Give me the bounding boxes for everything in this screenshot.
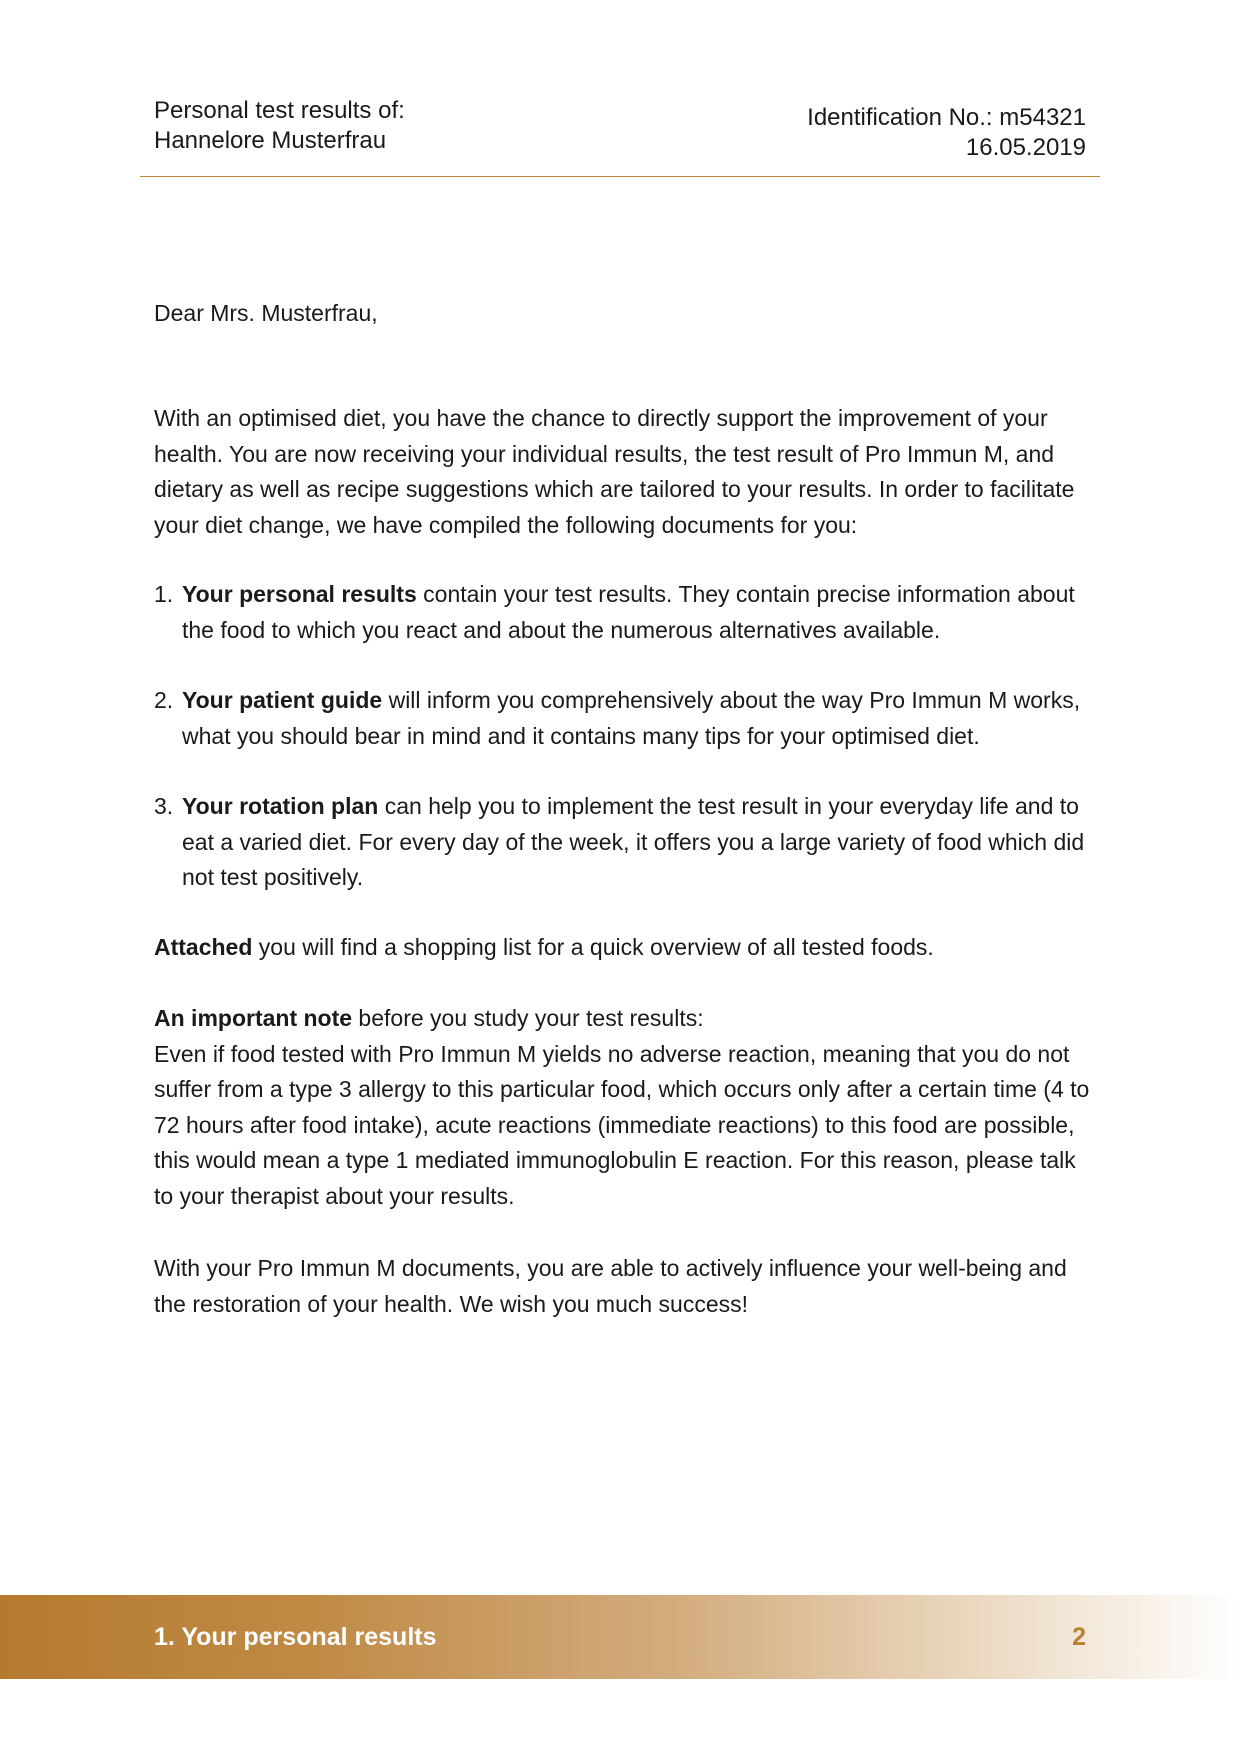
patient-name: Hannelore Musterfrau (154, 127, 387, 154)
document-date: 16.05.2019 (965, 134, 1086, 161)
results-label: Personal test results of: (154, 97, 405, 124)
note-intro: before you study your test results: (352, 1005, 704, 1031)
document-list-item (154, 683, 1094, 754)
identification-number: Identification No.: m54321 (807, 104, 1086, 131)
list-item-title: Your personal results (182, 581, 417, 607)
page-number: 2 (1072, 1623, 1086, 1651)
intro-paragraph: With an optimised diet, you have the chance to directly support the improvement of your health. You are now receiving your individual results, the test result of Pro Immun M, and dietary as well as recipe suggestions which are tailored to your results. In order to facilitate your diet change, we have compiled the following documents for you: (154, 405, 1075, 538)
salutation: Dear Mrs. Musterfrau, (154, 300, 378, 326)
important-note (154, 1001, 1094, 1214)
list-item-text: contain your test results. They contain precise information about the food to which you react and about the numerous alternatives available. (182, 581, 1075, 643)
attached-text: you will find a shopping list for a quick overview of all tested foods. (252, 934, 934, 960)
list-number: 2. (154, 687, 174, 713)
document-list-item (154, 789, 1094, 896)
closing-paragraph: With your Pro Immun M documents, you are able to actively influence your well-being and the restoration of your health. We wish you much success! (154, 1255, 1067, 1317)
list-item-title: Your patient guide (182, 687, 383, 713)
note-text: Even if food tested with Pro Immun M yields no adverse reaction, meaning that you do not suffer from a type 3 allergy to this particular food, which occurs only after a certain time (4 to 72 hours after food intake), acute reactions (immediate reactions) to this food are possible, this would mean a type 1 mediated immunoglobulin E reaction. For this reason, please talk to your therapist about your results. (154, 1040, 1090, 1209)
id-header (807, 103, 1086, 163)
list-item-title: Your rotation plan (182, 793, 379, 819)
list-item-text: will inform you comprehensively about the way Pro Immun M works, what you should bear in mind and it contains many tips for your optimised diet. (182, 687, 1081, 749)
attached-title: Attached (154, 934, 253, 960)
footer-section-title: 1. Your personal results (154, 1623, 437, 1651)
footer-bar (0, 1595, 1240, 1679)
header-divider (140, 176, 1100, 177)
list-number: 1. (154, 581, 174, 607)
patient-header (154, 96, 405, 156)
list-item-text: can help you to implement the test result in your everyday life and to eat a varied diet. For every day of the week, it offers you a large variety of food which did not test positively. (182, 793, 1085, 890)
note-title: An important note (154, 1005, 353, 1031)
attached-paragraph (154, 930, 1094, 966)
list-number: 3. (154, 793, 174, 819)
document-list-item (154, 577, 1094, 648)
